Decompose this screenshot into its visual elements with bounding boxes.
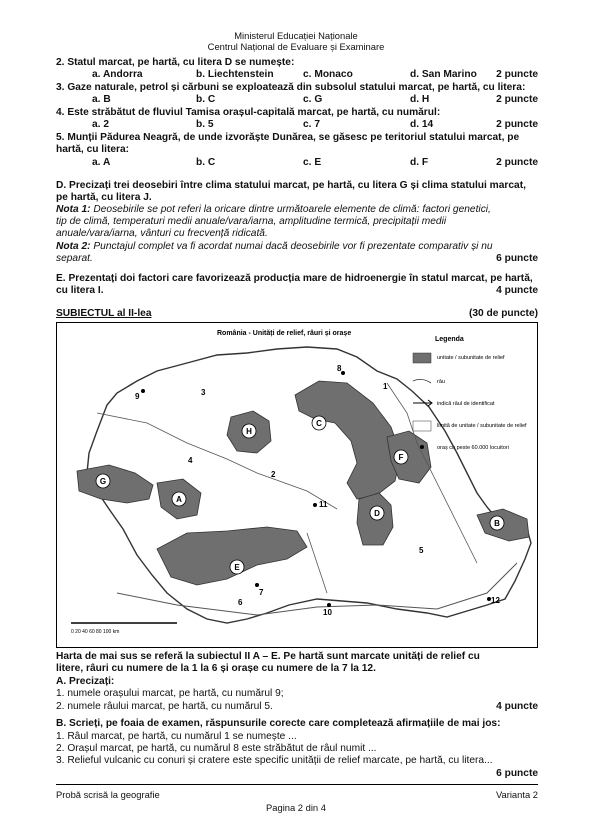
nota1-text-c: anuale/vara/iarna, vânturi cu frecvență ridicată. [56, 228, 268, 239]
letter-a: A [176, 495, 182, 504]
q4-text: 4. Este străbătut de fluviul Tamisa orașul-capitală marcat, pe hartă, cu numărul: [56, 107, 441, 118]
q5-opt-d: d. F [410, 157, 429, 168]
q3-text: 3. Gaze naturale, petrol și cărbuni se exploatează din subsolul statului marcat, pe hartă, cu litera: [56, 82, 526, 93]
part-a-item-2: 2. numele râului marcat, pe hartă, cu numărul 5. [56, 701, 273, 712]
header-ministry: Ministerul Educației Naționale [234, 30, 358, 41]
footer-right: Varianta 2 [495, 789, 538, 800]
q2-opt-d: d. San Marino [410, 69, 477, 80]
map-svg [57, 323, 537, 647]
legend-river: râu [437, 379, 445, 385]
footer-left: Probă scrisă la geografie [56, 789, 160, 800]
river-number-3: 3 [201, 388, 206, 397]
q5-opt-a: a. A [92, 157, 111, 168]
q4-opt-d: d. 14 [410, 119, 434, 130]
part-a-intro-1: Harta de mai sus se referă la subiectul II A – E. Pe hartă sunt marcate unități de relief cu [56, 651, 480, 662]
legend-relief: unitate / subunitate de relief [437, 355, 505, 361]
footer-divider [56, 784, 538, 785]
section-d-line-1: D. Precizați trei deosebiri între clima statului marcat, pe hartă, cu litera G și clima statului marcat, [56, 180, 526, 191]
letter-h: H [246, 427, 252, 436]
nota1-text-b: tip de climă, temperaturi medii anuale/vara/iarna, amplitudine termică, precipitații medii [56, 216, 447, 227]
legend-boundary: limită de unitate / subunitate de relief [437, 423, 527, 429]
city-number-10: 10 [323, 608, 332, 617]
nota1-text: Deosebirile se pot referi la oricare dintre următoarele elemente de climă: factori genetici, [93, 204, 491, 215]
letter-g: G [99, 477, 107, 486]
river-number-2: 2 [271, 470, 276, 479]
part-a-points: 4 puncte [496, 701, 538, 712]
q5-text-1: 5. Munții Pădurea Neagră, de unde izvorăște Dunărea, se găsesc pe teritoriul statului marcat, pe [56, 132, 520, 143]
header-center: Centrul Național de Evaluare și Examinare [207, 41, 385, 52]
map-title: România - Unități de relief, râuri și orașe [217, 330, 352, 337]
q3-points: 2 puncte [496, 94, 538, 105]
subject2-title: SUBIECTUL al II-lea [56, 308, 152, 319]
part-b-item-2: 2. Orașul marcat, pe hartă, cu numărul 8 este străbătut de râul numit ... [56, 743, 377, 754]
q4-points: 2 puncte [496, 119, 538, 130]
q5-opt-b: b. C [196, 157, 216, 168]
letter-c: C [316, 419, 322, 428]
section-e-points: 4 puncte [496, 285, 538, 296]
part-b-item-3: 3. Relieful vulcanic cu conuri și cratere este specific unității de relief marcate, pe hartă, cu litera... [56, 755, 493, 766]
nota2-text-b: separat. [56, 253, 93, 264]
city-number-7: 7 [259, 588, 264, 597]
nota2-text: Punctajul complet va fi acordat numai dacă deosebirile vor fi prezentate comparativ și nu [93, 241, 493, 252]
city-number-8: 8 [337, 364, 342, 373]
q5-points: 2 puncte [496, 157, 538, 168]
river-number-5: 5 [419, 546, 424, 555]
map-scale [71, 623, 177, 635]
q2-points: 2 puncte [496, 69, 538, 80]
part-a-item-1: 1. numele orașului marcat, pe hartă, cu numărul 9; [56, 688, 284, 699]
q5-opt-c: c. E [303, 157, 322, 168]
q3-opt-c: c. G [303, 94, 323, 105]
legend-arrow: indică râul de identificat [437, 401, 495, 407]
romania-relief-map [56, 322, 538, 648]
q5-text-2: hartă, cu litera: [56, 144, 130, 155]
part-a-label: A. Precizați: [56, 676, 115, 687]
section-e-line-1: E. Prezentați doi factori care favorizează producția mare de hidroenergie în statul marcat, pe hartă, [56, 273, 533, 284]
city-number-12: 12 [491, 596, 500, 605]
legend-title: Legenda [435, 336, 464, 343]
city-number-11: 11 [319, 500, 328, 509]
part-b-item-1: 1. Râul marcat, pe hartă, cu numărul 1 se numește ... [56, 731, 297, 742]
section-d-line-2: pe hartă, cu litera J. [56, 192, 152, 203]
river-number-6: 6 [238, 598, 243, 607]
q4-opt-c: c. 7 [303, 119, 320, 130]
section-e-line-2: cu litera I. [56, 285, 104, 296]
nota1-label: Nota 1: [56, 204, 91, 215]
footer-page: Pagina 2 din 4 [266, 802, 326, 813]
q3-opt-d: d. H [410, 94, 430, 105]
subject2-points: (30 de puncte) [468, 308, 538, 319]
letter-e: E [234, 563, 240, 572]
city-number-9: 9 [135, 392, 140, 401]
q2-text: 2. Statul marcat, pe hartă, cu litera D se numește: [56, 57, 295, 68]
q3-opt-b: b. C [196, 94, 216, 105]
part-b-points: 6 puncte [496, 768, 538, 779]
section-d-points: 6 puncte [496, 253, 538, 264]
q3-opt-a: a. B [92, 94, 111, 105]
river-number-1: 1 [383, 382, 388, 391]
letter-b: B [494, 519, 500, 528]
letter-d: D [374, 509, 380, 518]
river-number-4: 4 [188, 456, 193, 465]
part-a-intro-2: litere, râuri cu numere de la 1 la 6 și orașe cu numere de la 7 la 12. [56, 663, 376, 674]
legend-city: oraș cu peste 60.000 locuitori [437, 445, 509, 451]
scale-label: 0 20 40 60 80 100 km [71, 629, 120, 635]
q2-opt-a: a. Andorra [92, 69, 143, 80]
part-b-label: B. Scrieți, pe foaia de examen, răspunsurile corecte care completează afirmațiile de mai jos: [56, 718, 501, 729]
q2-opt-c: c. Monaco [303, 69, 353, 80]
q4-opt-a: a. 2 [92, 119, 109, 130]
letter-f: F [398, 453, 404, 462]
nota2-label: Nota 2: [56, 241, 91, 252]
q2-opt-b: b. Liechtenstein [196, 69, 274, 80]
q4-opt-b: b. 5 [196, 119, 214, 130]
